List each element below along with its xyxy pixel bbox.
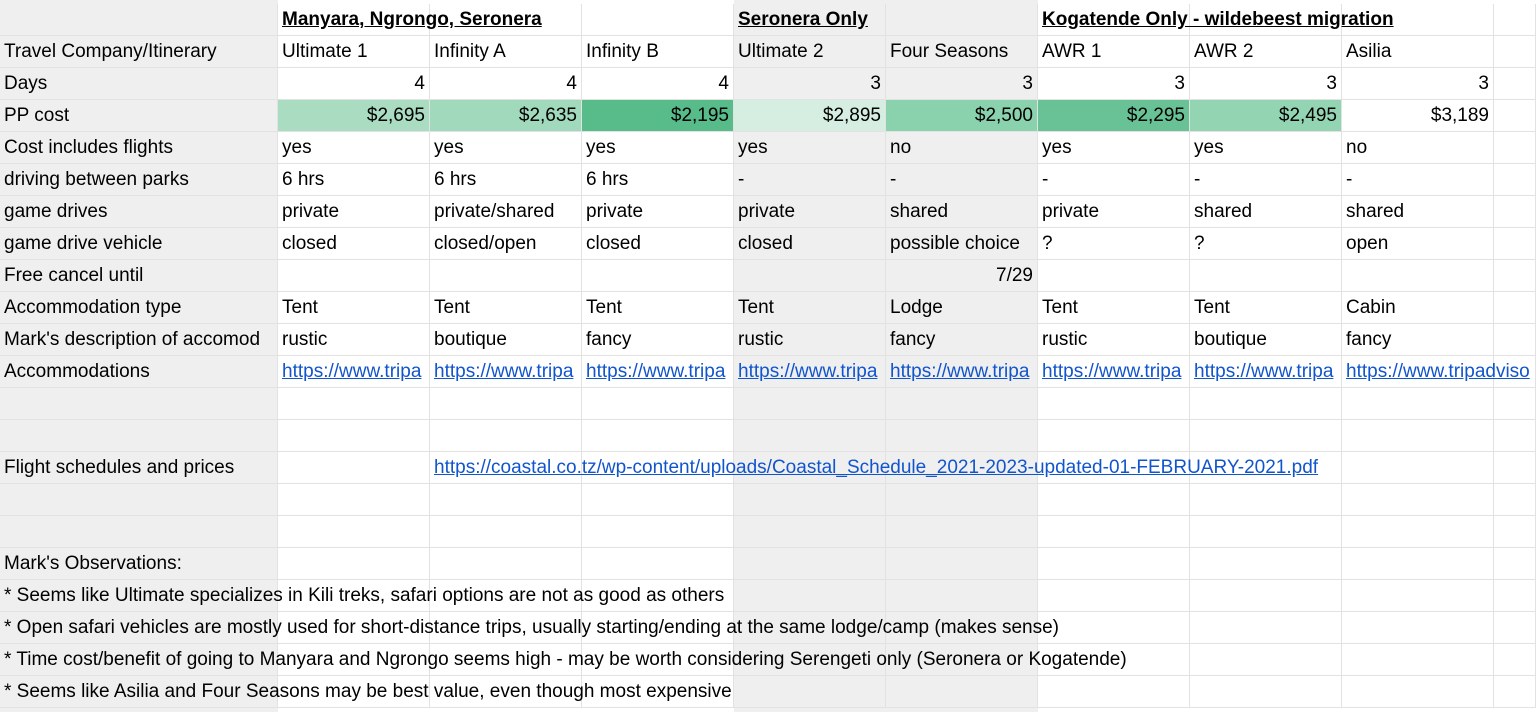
empty-cell[interactable]	[1494, 68, 1536, 100]
observation-text[interactable]: * Seems like Asilia and Four Seasons may be best value, even though most expensive	[0, 676, 278, 708]
game-drives-row-cell[interactable]: shared	[886, 196, 1038, 228]
empty-cell[interactable]	[734, 388, 886, 420]
description-row-label[interactable]: Mark's description of accomod	[0, 324, 278, 356]
days-row-cell[interactable]: 4	[278, 68, 430, 100]
itinerary-name[interactable]: Asilia	[1342, 36, 1494, 68]
flights-row-cell[interactable]: yes	[582, 132, 734, 164]
cancel-row-cell[interactable]: 7/29	[886, 260, 1038, 292]
days-row-cell[interactable]: 3	[734, 68, 886, 100]
accommodations-row	[0, 356, 1536, 388]
observation-row	[0, 676, 1536, 708]
empty-cell[interactable]	[886, 516, 1038, 548]
acc-type-row	[0, 292, 1536, 324]
empty-cell[interactable]	[1494, 420, 1536, 452]
driving-row-cell[interactable]: 6 hrs	[430, 164, 582, 196]
accommodations-row-cell[interactable]: https://www.tripa	[582, 356, 734, 388]
game-drives-row-cell[interactable]: private	[734, 196, 886, 228]
empty-cell[interactable]	[1038, 516, 1190, 548]
observation-text[interactable]: * Seems like Ultimate specializes in Kili treks, safari options are not as good as others	[0, 580, 278, 612]
description-row-cell[interactable]: rustic	[1038, 324, 1190, 356]
description-row-cell[interactable]: rustic	[734, 324, 886, 356]
empty-cell[interactable]	[430, 420, 582, 452]
empty-cell[interactable]	[1190, 516, 1342, 548]
empty-cell[interactable]	[886, 484, 1038, 516]
game-drives-row-cell[interactable]: private	[1038, 196, 1190, 228]
game-drives-row-cell[interactable]: private	[278, 196, 430, 228]
accommodations-row-cell[interactable]: https://www.tripa	[734, 356, 886, 388]
empty-cell[interactable]	[886, 4, 1038, 36]
pp-cost-row	[0, 100, 1536, 132]
acc-type-row-cell[interactable]: Lodge	[886, 292, 1038, 324]
empty-cell[interactable]	[734, 484, 886, 516]
empty-cell[interactable]	[1494, 36, 1536, 68]
cancel-row-cell[interactable]	[582, 260, 734, 292]
empty-cell[interactable]	[1494, 260, 1536, 292]
empty-cell[interactable]	[886, 676, 1038, 708]
empty-cell[interactable]	[1190, 676, 1342, 708]
empty-cell[interactable]	[582, 420, 734, 452]
days-row-cell[interactable]: 3	[1190, 68, 1342, 100]
empty-cell[interactable]	[1494, 324, 1536, 356]
pp-cost-row-cell[interactable]: $2,195	[582, 100, 734, 132]
empty-cell[interactable]	[278, 516, 430, 548]
empty-cell[interactable]	[1342, 676, 1494, 708]
empty-cell[interactable]	[1494, 4, 1536, 36]
acc-type-row-cell[interactable]: Tent	[430, 292, 582, 324]
empty-cell[interactable]	[1038, 676, 1190, 708]
vehicle-row-cell[interactable]: closed	[582, 228, 734, 260]
pp-cost-row-cell[interactable]: $3,189	[1342, 100, 1494, 132]
empty-cell[interactable]	[1342, 548, 1494, 580]
itinerary-name[interactable]: Ultimate 2	[734, 36, 886, 68]
description-row-cell[interactable]: boutique	[1190, 324, 1342, 356]
empty-cell[interactable]	[430, 516, 582, 548]
cancel-row-cell[interactable]	[734, 260, 886, 292]
empty-cell[interactable]	[734, 420, 886, 452]
itinerary-name[interactable]: Infinity B	[582, 36, 734, 68]
empty-cell[interactable]	[278, 484, 430, 516]
empty-cell[interactable]	[0, 4, 278, 36]
empty-row	[0, 484, 1536, 516]
pp-cost-row-cell[interactable]: $2,295	[1038, 100, 1190, 132]
vehicle-row	[0, 228, 1536, 260]
empty-cell[interactable]	[886, 388, 1038, 420]
group-header[interactable]: Kogatende Only - wildebeest migration	[1038, 4, 1190, 36]
vehicle-row-cell[interactable]: possible choice	[886, 228, 1038, 260]
empty-row	[0, 516, 1536, 548]
driving-row-label[interactable]: driving between parks	[0, 164, 278, 196]
empty-cell[interactable]	[1190, 388, 1342, 420]
vehicle-row-cell[interactable]: closed	[734, 228, 886, 260]
observations-header-row	[0, 548, 1536, 580]
game-drives-row-cell[interactable]: shared	[1190, 196, 1342, 228]
empty-cell[interactable]	[430, 548, 582, 580]
vehicle-row-cell[interactable]: open	[1342, 228, 1494, 260]
empty-cell[interactable]	[886, 420, 1038, 452]
game-drives-row-label[interactable]: game drives	[0, 196, 278, 228]
accommodations-row-cell[interactable]: https://www.tripa	[886, 356, 1038, 388]
acc-type-row-label[interactable]: Accommodation type	[0, 292, 278, 324]
vehicle-row-cell[interactable]: closed	[278, 228, 430, 260]
flights-row-cell[interactable]: yes	[278, 132, 430, 164]
empty-cell[interactable]	[1342, 580, 1494, 612]
empty-cell[interactable]	[1038, 612, 1190, 644]
empty-cell[interactable]	[1342, 644, 1494, 676]
empty-cell[interactable]	[734, 516, 886, 548]
cancel-row-cell[interactable]	[430, 260, 582, 292]
days-row-cell[interactable]: 4	[430, 68, 582, 100]
game-drives-row	[0, 196, 1536, 228]
empty-cell[interactable]	[582, 484, 734, 516]
flights-row-cell[interactable]: yes	[734, 132, 886, 164]
empty-cell[interactable]	[1494, 644, 1536, 676]
empty-cell[interactable]	[1342, 484, 1494, 516]
days-row-cell[interactable]: 4	[582, 68, 734, 100]
observation-text[interactable]: * Time cost/benefit of going to Manyara and Ngrongo seems high - may be worth considering Serengeti only (Seronera or Kogatende)	[0, 644, 278, 676]
driving-row	[0, 164, 1536, 196]
empty-cell[interactable]	[278, 388, 430, 420]
description-row-cell[interactable]: fancy	[582, 324, 734, 356]
observation-row	[0, 580, 1536, 612]
acc-type-row-cell[interactable]: Cabin	[1342, 292, 1494, 324]
empty-cell[interactable]	[1494, 516, 1536, 548]
itinerary-name[interactable]: Ultimate 1	[278, 36, 430, 68]
description-row-cell[interactable]: rustic	[278, 324, 430, 356]
empty-cell[interactable]	[430, 388, 582, 420]
empty-cell[interactable]	[0, 388, 278, 420]
empty-cell[interactable]	[1494, 196, 1536, 228]
group-header-row	[0, 4, 1536, 36]
empty-cell[interactable]	[1494, 580, 1536, 612]
empty-cell[interactable]	[1038, 548, 1190, 580]
vehicle-row-cell[interactable]: ?	[1038, 228, 1190, 260]
description-row-cell[interactable]: fancy	[886, 324, 1038, 356]
game-drives-row-cell[interactable]: shared	[1342, 196, 1494, 228]
pp-cost-row-cell[interactable]: $2,635	[430, 100, 582, 132]
itinerary-name[interactable]: AWR 1	[1038, 36, 1190, 68]
empty-cell[interactable]	[278, 452, 430, 484]
cancel-row-cell[interactable]	[1342, 260, 1494, 292]
empty-cell[interactable]	[1190, 484, 1342, 516]
empty-cell[interactable]	[1342, 420, 1494, 452]
flight-schedule-row	[0, 452, 1536, 484]
game-drives-row-cell[interactable]: private/shared	[430, 196, 582, 228]
cancel-row	[0, 260, 1536, 292]
empty-cell[interactable]	[1190, 644, 1342, 676]
cancel-row-cell[interactable]	[1190, 260, 1342, 292]
acc-type-row-cell[interactable]: Tent	[734, 292, 886, 324]
pp-cost-row-cell[interactable]: $2,695	[278, 100, 430, 132]
empty-cell[interactable]	[886, 580, 1038, 612]
travel-company-label[interactable]: Travel Company/Itinerary	[0, 36, 278, 68]
accommodations-row-cell[interactable]: https://www.tripa	[1190, 356, 1342, 388]
flights-row-cell[interactable]: yes	[430, 132, 582, 164]
driving-row-cell[interactable]: -	[886, 164, 1038, 196]
acc-type-row-cell[interactable]: Tent	[1190, 292, 1342, 324]
empty-cell[interactable]	[0, 516, 278, 548]
empty-cell[interactable]	[1494, 548, 1536, 580]
cancel-row-cell[interactable]	[278, 260, 430, 292]
empty-cell[interactable]	[1342, 516, 1494, 548]
empty-cell[interactable]	[278, 420, 430, 452]
empty-cell[interactable]	[582, 516, 734, 548]
observation-text[interactable]: * Open safari vehicles are mostly used for short-distance trips, usually starting/ending at the same lodge/camp (makes sense)	[0, 612, 278, 644]
flights-row-cell[interactable]: yes	[1038, 132, 1190, 164]
empty-cell[interactable]	[1342, 388, 1494, 420]
driving-row-cell[interactable]: -	[1342, 164, 1494, 196]
empty-cell[interactable]	[1038, 420, 1190, 452]
empty-cell[interactable]	[1494, 228, 1536, 260]
empty-cell[interactable]	[582, 4, 734, 36]
game-drives-row-cell[interactable]: private	[582, 196, 734, 228]
empty-row	[0, 420, 1536, 452]
empty-cell[interactable]	[1494, 292, 1536, 324]
observations-label[interactable]: Mark's Observations:	[0, 548, 278, 580]
flight-schedule-label[interactable]: Flight schedules and prices	[0, 452, 278, 484]
itinerary-name[interactable]: Infinity A	[430, 36, 582, 68]
days-row-label[interactable]: Days	[0, 68, 278, 100]
pp-cost-row-cell[interactable]: $2,895	[734, 100, 886, 132]
acc-type-row-cell[interactable]: Tent	[1038, 292, 1190, 324]
empty-cell[interactable]	[1190, 548, 1342, 580]
flights-row-cell[interactable]: yes	[1190, 132, 1342, 164]
empty-cell[interactable]	[734, 580, 886, 612]
empty-cell[interactable]	[734, 676, 886, 708]
description-row	[0, 324, 1536, 356]
flights-row-cell[interactable]: no	[886, 132, 1038, 164]
flights-row-label[interactable]: Cost includes flights	[0, 132, 278, 164]
empty-cell[interactable]	[1342, 612, 1494, 644]
driving-row-cell[interactable]: -	[1038, 164, 1190, 196]
empty-cell[interactable]	[1494, 388, 1536, 420]
flight-schedule-link[interactable]: https://coastal.co.tz/wp-content/uploads/Coastal_Schedule_2021-2023-updated-01-FEBRUARY-2021.pdf	[430, 452, 582, 484]
accommodations-row-cell[interactable]: https://www.tripa	[1038, 356, 1190, 388]
empty-cell[interactable]	[0, 420, 278, 452]
group-header[interactable]: Seronera Only	[734, 4, 886, 36]
pp-cost-row-cell[interactable]: $2,500	[886, 100, 1038, 132]
driving-row-cell[interactable]: -	[1190, 164, 1342, 196]
accommodations-row-cell[interactable]: https://www.tripa	[278, 356, 430, 388]
group-header[interactable]: Manyara, Ngrongo, Seronera	[278, 4, 430, 36]
flights-row	[0, 132, 1536, 164]
driving-row-cell[interactable]: 6 hrs	[278, 164, 430, 196]
itinerary-name[interactable]: Four Seasons	[886, 36, 1038, 68]
days-row-cell[interactable]: 3	[1342, 68, 1494, 100]
empty-cell[interactable]	[1342, 452, 1494, 484]
empty-cell[interactable]	[1190, 580, 1342, 612]
empty-cell[interactable]	[1038, 580, 1190, 612]
empty-cell[interactable]	[1494, 164, 1536, 196]
days-row-cell[interactable]: 3	[1038, 68, 1190, 100]
empty-cell[interactable]	[1494, 100, 1536, 132]
accommodations-row-label[interactable]: Accommodations	[0, 356, 278, 388]
itinerary-name[interactable]: AWR 2	[1190, 36, 1342, 68]
empty-cell[interactable]	[0, 484, 278, 516]
accommodations-row-cell[interactable]: https://www.tripa	[430, 356, 582, 388]
acc-type-row-cell[interactable]: Tent	[278, 292, 430, 324]
empty-cell[interactable]	[1038, 388, 1190, 420]
days-row	[0, 68, 1536, 100]
empty-cell[interactable]	[1038, 484, 1190, 516]
vehicle-row-cell[interactable]: closed/open	[430, 228, 582, 260]
driving-row-cell[interactable]: -	[734, 164, 886, 196]
pp-cost-row-cell[interactable]: $2,495	[1190, 100, 1342, 132]
empty-cell[interactable]	[1190, 612, 1342, 644]
days-row-cell[interactable]: 3	[886, 68, 1038, 100]
empty-cell[interactable]	[1494, 676, 1536, 708]
cancel-row-cell[interactable]	[1038, 260, 1190, 292]
empty-cell[interactable]	[582, 548, 734, 580]
vehicle-row-label[interactable]: game drive vehicle	[0, 228, 278, 260]
empty-cell[interactable]	[1494, 132, 1536, 164]
empty-row	[0, 388, 1536, 420]
cancel-row-label[interactable]: Free cancel until	[0, 260, 278, 292]
acc-type-row-cell[interactable]: Tent	[582, 292, 734, 324]
driving-row-cell[interactable]: 6 hrs	[582, 164, 734, 196]
itinerary-row	[0, 36, 1536, 68]
flights-row-cell[interactable]: no	[1342, 132, 1494, 164]
observation-row	[0, 612, 1536, 644]
vehicle-row-cell[interactable]: ?	[1190, 228, 1342, 260]
empty-cell[interactable]	[734, 548, 886, 580]
empty-cell[interactable]	[430, 484, 582, 516]
empty-cell[interactable]	[1494, 484, 1536, 516]
empty-cell[interactable]	[886, 548, 1038, 580]
description-row-cell[interactable]: fancy	[1342, 324, 1494, 356]
empty-cell[interactable]	[1190, 420, 1342, 452]
accommodations-row-cell[interactable]: https://www.tripadviso	[1342, 356, 1494, 388]
empty-cell[interactable]	[278, 548, 430, 580]
observation-row	[0, 644, 1536, 676]
empty-cell[interactable]	[1494, 452, 1536, 484]
empty-cell[interactable]	[582, 388, 734, 420]
pp-cost-row-label[interactable]: PP cost	[0, 100, 278, 132]
description-row-cell[interactable]: boutique	[430, 324, 582, 356]
empty-cell[interactable]	[1494, 612, 1536, 644]
